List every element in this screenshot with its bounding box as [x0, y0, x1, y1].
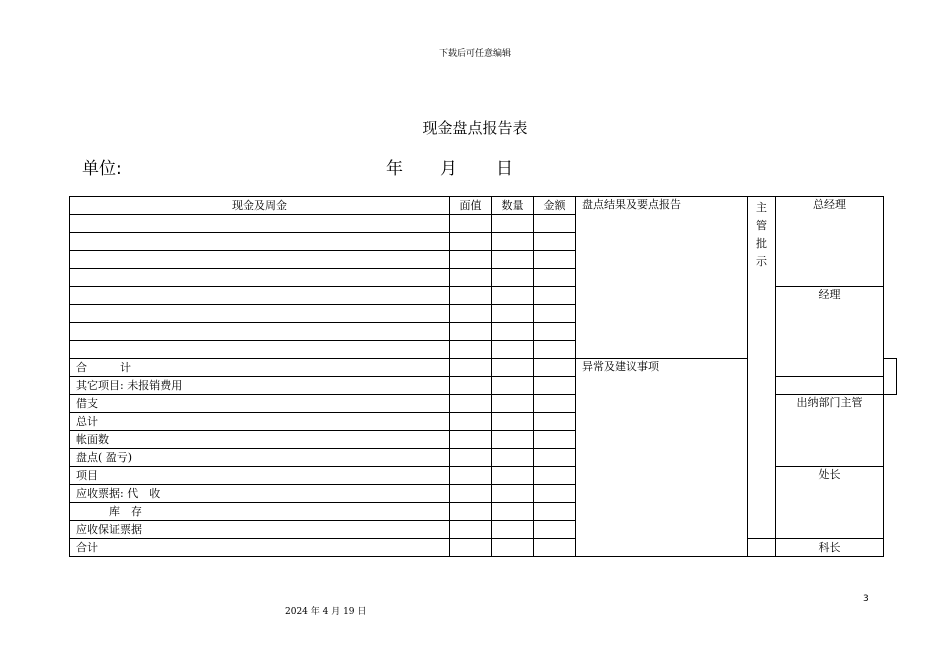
- date-month: 月: [440, 159, 457, 179]
- result-report-cell: 盘点结果及要点报告: [576, 197, 748, 359]
- row-other-items: 其它项目: 未报销费用: [70, 377, 450, 395]
- date-line: [386, 154, 513, 179]
- header-amount: 金额: [534, 197, 576, 215]
- general-manager-cell: 总经理: [776, 197, 884, 287]
- row-advance: 借支: [70, 395, 450, 413]
- cashier-head-cell: 出纳部门主管: [776, 395, 884, 467]
- header-item: 现金及周金: [70, 197, 450, 215]
- row-guarantee: 应收保证票据: [70, 521, 450, 539]
- section-chief-cell: 科长: [776, 539, 884, 557]
- manager-cell: 经理: [776, 287, 884, 377]
- row-receivable-stock: 库 存: [70, 503, 450, 521]
- table-row: [70, 539, 897, 557]
- row-receivable-collect: 应收票据: 代 收: [70, 485, 450, 503]
- director-cell: 处长: [776, 467, 884, 539]
- row-subtotal: 总计: [70, 413, 450, 431]
- supervisor-char-4: 示: [756, 255, 767, 268]
- supervisor-char-2: 管: [756, 219, 767, 232]
- date-year: 年: [386, 159, 403, 179]
- supervisor-approval-cell: [748, 197, 776, 539]
- unit-label: 单位:: [82, 159, 122, 179]
- row-total: 合 计: [70, 359, 450, 377]
- supervisor-char-1: 主: [756, 201, 767, 214]
- cash-count-table: [69, 196, 897, 557]
- row-items: 项目: [70, 467, 450, 485]
- row-count-diff: 盘点( 盈亏): [70, 449, 450, 467]
- date-day: 日: [496, 159, 513, 179]
- row-book-amount: 帐面数: [70, 431, 450, 449]
- page-title: 现金盘点报告表: [422, 119, 528, 137]
- header-quantity: 数量: [492, 197, 534, 215]
- header-face-value: 面值: [450, 197, 492, 215]
- supervisor-char-3: 批: [756, 237, 767, 250]
- header-note: 下载后可任意编辑: [438, 49, 511, 59]
- anomaly-cell: 异常及建议事项: [576, 359, 748, 557]
- row-final-total: 合计: [70, 539, 450, 557]
- page-number: 3: [863, 594, 869, 604]
- footer-date: 2024 年 4 月 19 日: [285, 607, 367, 617]
